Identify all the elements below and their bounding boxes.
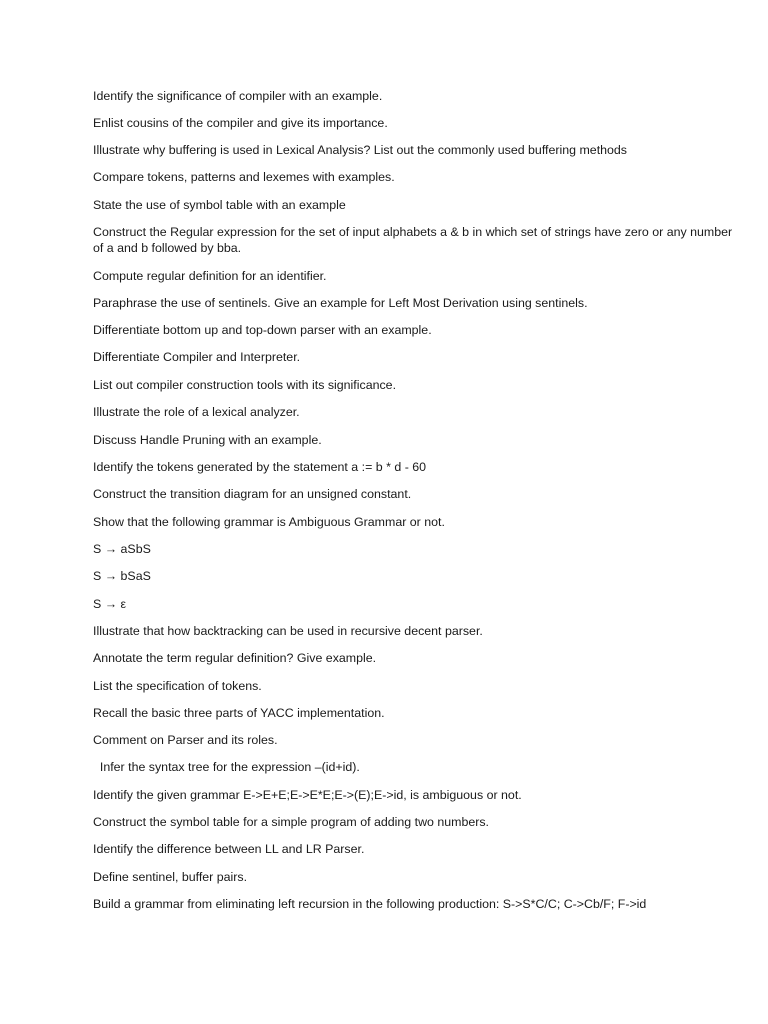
- grammar-production: S → aSbS: [93, 542, 151, 556]
- question-item: Discuss Handle Pruning with an example.: [93, 433, 322, 447]
- question-item: State the use of symbol table with an example: [93, 198, 346, 212]
- question-item: Identify the given grammar E->E+E;E->E*E;E->(E);E->id, is ambiguous or not.: [93, 788, 522, 802]
- question-item: List out compiler construction tools with its significance.: [93, 378, 397, 392]
- question-item: Paraphrase the use of sentinels. Give an example for Left Most Derivation using sentinels.: [93, 296, 588, 310]
- question-item: List the specification of tokens.: [93, 679, 262, 693]
- question-item: Recall the basic three parts of YACC implementation.: [93, 706, 385, 720]
- question-item: Compute regular definition for an identifier.: [93, 269, 327, 283]
- question-item: Compare tokens, patterns and lexemes with examples.: [93, 170, 395, 184]
- question-item: Comment on Parser and its roles.: [93, 733, 278, 747]
- question-item: Construct the transition diagram for an unsigned constant.: [93, 487, 412, 501]
- question-item: Construct the Regular expression for the set of input alphabets a & b in which set of strings have zero or any number of a and b followed by bba.: [93, 225, 733, 255]
- question-item: Show that the following grammar is Ambiguous Grammar or not.: [93, 515, 445, 529]
- question-item: Build a grammar from eliminating left recursion in the following production: S->S*C/C; C->Cb/F; F->id: [93, 897, 647, 911]
- question-item: Infer the syntax tree for the expression –(id+id).: [93, 760, 360, 774]
- question-item: Differentiate bottom up and top-down parser with an example.: [93, 323, 432, 337]
- question-item: Differentiate Compiler and Interpreter.: [93, 350, 301, 364]
- question-item: Illustrate the role of a lexical analyzer.: [93, 405, 300, 419]
- grammar-production: S → ε: [93, 597, 127, 611]
- grammar-production: S → bSaS: [93, 569, 151, 583]
- question-item: Define sentinel, buffer pairs.: [93, 870, 248, 884]
- question-item: Identify the difference between LL and LR Parser.: [93, 842, 365, 856]
- question-item: Identify the tokens generated by the statement a := b * d - 60: [93, 460, 427, 474]
- question-item: Illustrate why buffering is used in Lexical Analysis? List out the commonly used buffering methods: [93, 143, 628, 157]
- question-list: [93, 88, 733, 912]
- question-item: Identify the significance of compiler with an example.: [93, 89, 383, 103]
- question-item: Construct the symbol table for a simple program of adding two numbers.: [93, 815, 489, 829]
- question-item: Enlist cousins of the compiler and give its importance.: [93, 116, 388, 130]
- question-item: Annotate the term regular definition? Give example.: [93, 651, 377, 665]
- question-item: Illustrate that how backtracking can be used in recursive decent parser.: [93, 624, 483, 638]
